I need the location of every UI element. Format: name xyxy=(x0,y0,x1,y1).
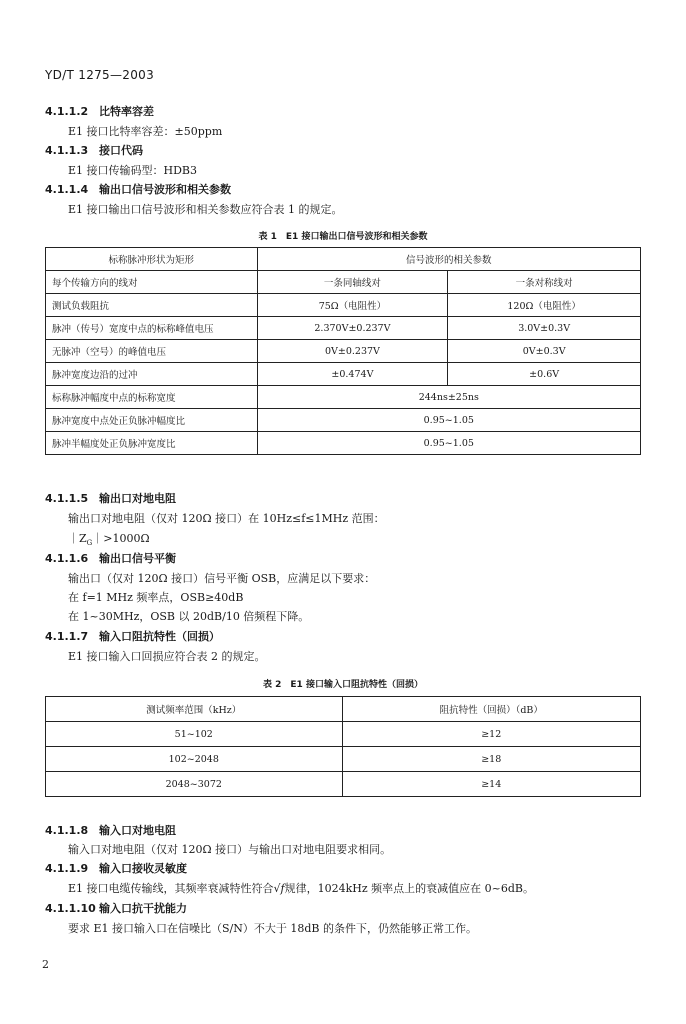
section-title: 接口代码 xyxy=(99,144,143,157)
table-cell-label: 脉冲宽度边沿的过冲 xyxy=(46,363,258,386)
table-row xyxy=(46,432,641,455)
section-heading-4-1-1-7 xyxy=(45,628,220,644)
table1 xyxy=(45,247,641,455)
section-number: 4.1.1.7 xyxy=(45,630,89,643)
table-row xyxy=(46,317,641,340)
table2 xyxy=(45,696,641,797)
table-cell: 一条同轴线对 xyxy=(257,271,448,294)
table-cell: 102~2048 xyxy=(46,747,343,772)
section-text: 输入口对地电阻（仅对 120Ω 接口）与输出口对地电阻要求相同。 xyxy=(68,843,392,856)
section-heading-4-1-1-5 xyxy=(45,490,176,506)
table-header-row xyxy=(46,697,641,722)
section-text: E1 接口输入口回损应符合表 2 的规定。 xyxy=(68,650,266,663)
table-cell: 2048~3072 xyxy=(46,772,343,797)
section-number: 4.1.1.8 xyxy=(45,824,89,837)
document-header: YD/T 1275—2003 xyxy=(45,68,155,82)
table-row xyxy=(46,747,641,772)
section-heading-4-1-1-8 xyxy=(45,822,176,838)
table-cell: 一条对称线对 xyxy=(448,271,641,294)
table-row xyxy=(46,271,641,294)
table-header-cell: 信号波形的相关参数 xyxy=(257,248,640,271)
section-text: 输出口（仅对 120Ω 接口）信号平衡 OSB，应满足以下要求： xyxy=(68,572,376,585)
section-title: 输入口阻抗特性（回损） xyxy=(99,630,220,643)
table-cell: ≥12 xyxy=(342,722,640,747)
table1-caption: 表 1 E1 接口输出口信号波形和相关参数 xyxy=(258,232,428,242)
impedance-formula: $|Z_G|>1000\Omega$ xyxy=(68,532,150,548)
section-number: 4.1.1.9 xyxy=(45,862,89,875)
section-heading-4-1-1-4 xyxy=(45,181,231,197)
section-title: 输出口信号波形和相关参数 xyxy=(99,183,231,196)
section-title: 比特率容差 xyxy=(99,105,154,118)
section-heading-4-1-1-6 xyxy=(45,550,176,566)
table-header-cell: 测试频率范围（kHz） xyxy=(46,697,343,722)
section-title: 输入口接收灵敏度 xyxy=(99,862,187,875)
table-row xyxy=(46,294,641,317)
section-text: E1 接口传输码型：HDB3 xyxy=(68,164,198,177)
section-title: 输出口对地电阻 xyxy=(99,492,176,505)
table-cell: 0V±0.3V xyxy=(448,340,641,363)
table-cell: 244ns±25ns xyxy=(257,386,640,409)
table-cell-label: 脉冲宽度中点处正负脉冲幅度比 xyxy=(46,409,258,432)
table-header-cell: 阻抗特性（回损）（dB） xyxy=(342,697,640,722)
table-cell: ≥14 xyxy=(342,772,640,797)
table-cell: ±0.6V xyxy=(448,363,641,386)
table-row xyxy=(46,722,641,747)
page-number: 2 xyxy=(42,958,49,971)
section-text: E1 接口电缆传输线，其频率衰减特性符合√f规律，1024kHz 频率点上的衰减值应在 0~6dB。 xyxy=(68,882,535,895)
table-cell-label: 每个传输方向的线对 xyxy=(46,271,258,294)
table-cell: ±0.474V xyxy=(257,363,448,386)
table-cell: 2.370V±0.237V xyxy=(257,317,448,340)
section-heading-4-1-1-10 xyxy=(45,900,187,916)
table-cell: 120Ω（电阻性） xyxy=(448,294,641,317)
section-text: 在 1~30MHz，OSB 以 20dB/10 倍频程下降。 xyxy=(68,610,310,623)
table-cell-label: 标称脉冲幅度中点的标称宽度 xyxy=(46,386,258,409)
table2-caption: 表 2 E1 接口输入口阻抗特性（回损） xyxy=(263,680,423,690)
table-cell: ≥18 xyxy=(342,747,640,772)
section-number: 4.1.1.4 xyxy=(45,183,89,196)
table-cell: 51~102 xyxy=(46,722,343,747)
table-cell: 0V±0.237V xyxy=(257,340,448,363)
section-text: 要求 E1 接口输入口在信噪比（S/N）不大于 18dB 的条件下，仍然能够正常工作。 xyxy=(68,922,478,935)
table-cell-label: 无脉冲（空号）的峰值电压 xyxy=(46,340,258,363)
section-text: E1 接口输出口信号波形和相关参数应符合表 1 的规定。 xyxy=(68,203,343,216)
table-row xyxy=(46,409,641,432)
section-text: E1 接口比特率容差：±50ppm xyxy=(68,125,223,138)
section-text: 在 f=1 MHz 频率点，OSB≥40dB xyxy=(68,591,244,604)
section-number: 4.1.1.2 xyxy=(45,105,89,118)
table-cell: 0.95~1.05 xyxy=(257,409,640,432)
section-number: 4.1.1.6 xyxy=(45,552,89,565)
table-cell-label: 脉冲（传号）宽度中点的标称峰值电压 xyxy=(46,317,258,340)
section-title: 输入口对地电阻 xyxy=(99,824,176,837)
table-header-cell: 标称脉冲形状为矩形 xyxy=(46,248,258,271)
section-title: 输入口抗干扰能力 xyxy=(99,902,187,915)
table-row xyxy=(46,363,641,386)
section-heading-4-1-1-3 xyxy=(45,142,143,158)
section-number: 4.1.1.10 xyxy=(45,902,96,915)
section-heading-4-1-1-9 xyxy=(45,860,187,876)
table-cell: 0.95~1.05 xyxy=(257,432,640,455)
section-title: 输出口信号平衡 xyxy=(99,552,176,565)
section-text: 输出口对地电阻（仅对 120Ω 接口）在 10Hz≤f≤1MHz 范围： xyxy=(68,512,385,525)
section-heading-4-1-1-2 xyxy=(45,103,154,119)
section-number: 4.1.1.3 xyxy=(45,144,89,157)
table-row xyxy=(46,340,641,363)
section-number: 4.1.1.5 xyxy=(45,492,89,505)
sqrt-f-formula: √f xyxy=(273,882,285,895)
table-row xyxy=(46,386,641,409)
table-cell-label: 测试负载阻抗 xyxy=(46,294,258,317)
table-cell: 3.0V±0.3V xyxy=(448,317,641,340)
table-row xyxy=(46,772,641,797)
table-cell-label: 脉冲半幅度处正负脉冲宽度比 xyxy=(46,432,258,455)
table-cell: 75Ω（电阻性） xyxy=(257,294,448,317)
table-header-row xyxy=(46,248,641,271)
